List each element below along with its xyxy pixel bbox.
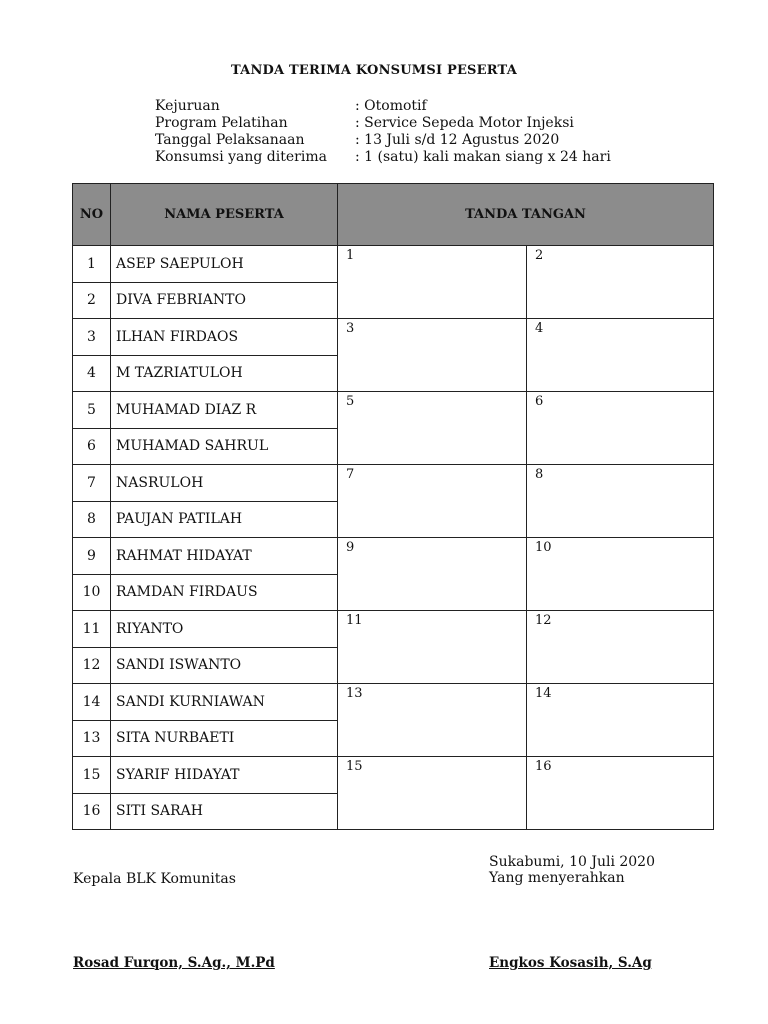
participant-name: RAHMAT HIDAYAT xyxy=(111,538,338,575)
row-number: 6 xyxy=(73,428,111,465)
header-name: NAMA PESERTA xyxy=(111,184,338,246)
meta-info xyxy=(155,98,611,166)
header-no: NO xyxy=(73,184,111,246)
table-row xyxy=(73,538,714,575)
meta-label: Kejuruan xyxy=(155,98,220,114)
participant-name: ILHAN FIRDAOS xyxy=(111,319,338,356)
row-number: 9 xyxy=(73,538,111,575)
participant-name: DIVA FEBRIANTO xyxy=(111,282,338,319)
row-number: 14 xyxy=(73,684,111,721)
row-number: 13 xyxy=(73,720,111,757)
row-number: 12 xyxy=(73,647,111,684)
signature-box[interactable]: 16 xyxy=(527,757,714,830)
signature-box[interactable]: 11 xyxy=(338,611,527,684)
signature-box[interactable]: 2 xyxy=(527,246,714,319)
table-row xyxy=(73,319,714,356)
right-signer-name: Engkos Kosasih, S.Ag xyxy=(489,955,652,971)
signature-box[interactable]: 12 xyxy=(527,611,714,684)
meta-value: : Otomotif xyxy=(355,98,427,114)
signature-box[interactable]: 8 xyxy=(527,465,714,538)
participant-name: SITI SARAH xyxy=(111,793,338,830)
table-row xyxy=(73,757,714,794)
row-number: 10 xyxy=(73,574,111,611)
signature-box[interactable]: 4 xyxy=(527,319,714,392)
meta-label: Konsumsi yang diterima xyxy=(155,149,327,165)
meta-value: : Service Sepeda Motor Injeksi xyxy=(355,115,574,131)
participant-name: SYARIF HIDAYAT xyxy=(111,757,338,794)
row-number: 3 xyxy=(73,319,111,356)
signature-box[interactable]: 15 xyxy=(338,757,527,830)
header-sign: TANDA TANGAN xyxy=(338,184,714,246)
participant-name: SANDI ISWANTO xyxy=(111,647,338,684)
meta-row xyxy=(155,132,611,149)
participant-name: RAMDAN FIRDAUS xyxy=(111,574,338,611)
row-number: 16 xyxy=(73,793,111,830)
participant-table xyxy=(72,183,714,830)
table-row xyxy=(73,684,714,721)
meta-row xyxy=(155,115,611,132)
row-number: 4 xyxy=(73,355,111,392)
meta-row xyxy=(155,149,611,166)
left-signer-name: Rosad Furqon, S.Ag., M.Pd xyxy=(73,955,275,971)
footer-right-block xyxy=(489,854,655,886)
signature-box[interactable]: 10 xyxy=(527,538,714,611)
footer-right-title: Yang menyerahkan xyxy=(489,870,625,886)
signature-box[interactable]: 3 xyxy=(338,319,527,392)
participant-name: SANDI KURNIAWAN xyxy=(111,684,338,721)
meta-label: Tanggal Pelaksanaan xyxy=(155,132,305,148)
signature-box[interactable]: 9 xyxy=(338,538,527,611)
footer-place-date: Sukabumi, 10 Juli 2020 xyxy=(489,854,655,870)
participant-name: SITA NURBAETI xyxy=(111,720,338,757)
table-header-row xyxy=(73,184,714,246)
signature-box[interactable]: 14 xyxy=(527,684,714,757)
participant-name: PAUJAN PATILAH xyxy=(111,501,338,538)
participant-name: MUHAMAD DIAZ R xyxy=(111,392,338,429)
meta-label: Program Pelatihan xyxy=(155,115,288,131)
participant-name: M TAZRIATULOH xyxy=(111,355,338,392)
footer-left-title: Kepala BLK Komunitas xyxy=(73,871,236,887)
signature-box[interactable]: 13 xyxy=(338,684,527,757)
document-title: TANDA TERIMA KONSUMSI PESERTA xyxy=(231,63,517,78)
participant-name: MUHAMAD SAHRUL xyxy=(111,428,338,465)
row-number: 8 xyxy=(73,501,111,538)
table-row xyxy=(73,246,714,283)
table-row xyxy=(73,392,714,429)
meta-value: : 13 Juli s/d 12 Agustus 2020 xyxy=(355,132,560,148)
meta-value: : 1 (satu) kali makan siang x 24 hari xyxy=(355,149,611,165)
participant-name: ASEP SAEPULOH xyxy=(111,246,338,283)
signature-box[interactable]: 1 xyxy=(338,246,527,319)
signature-box[interactable]: 5 xyxy=(338,392,527,465)
row-number: 15 xyxy=(73,757,111,794)
table-row xyxy=(73,465,714,502)
row-number: 5 xyxy=(73,392,111,429)
row-number: 1 xyxy=(73,246,111,283)
participant-name: RIYANTO xyxy=(111,611,338,648)
signature-box[interactable]: 7 xyxy=(338,465,527,538)
participant-name: NASRULOH xyxy=(111,465,338,502)
table-row xyxy=(73,611,714,648)
signature-box[interactable]: 6 xyxy=(527,392,714,465)
row-number: 11 xyxy=(73,611,111,648)
row-number: 7 xyxy=(73,465,111,502)
row-number: 2 xyxy=(73,282,111,319)
meta-row xyxy=(155,98,611,115)
